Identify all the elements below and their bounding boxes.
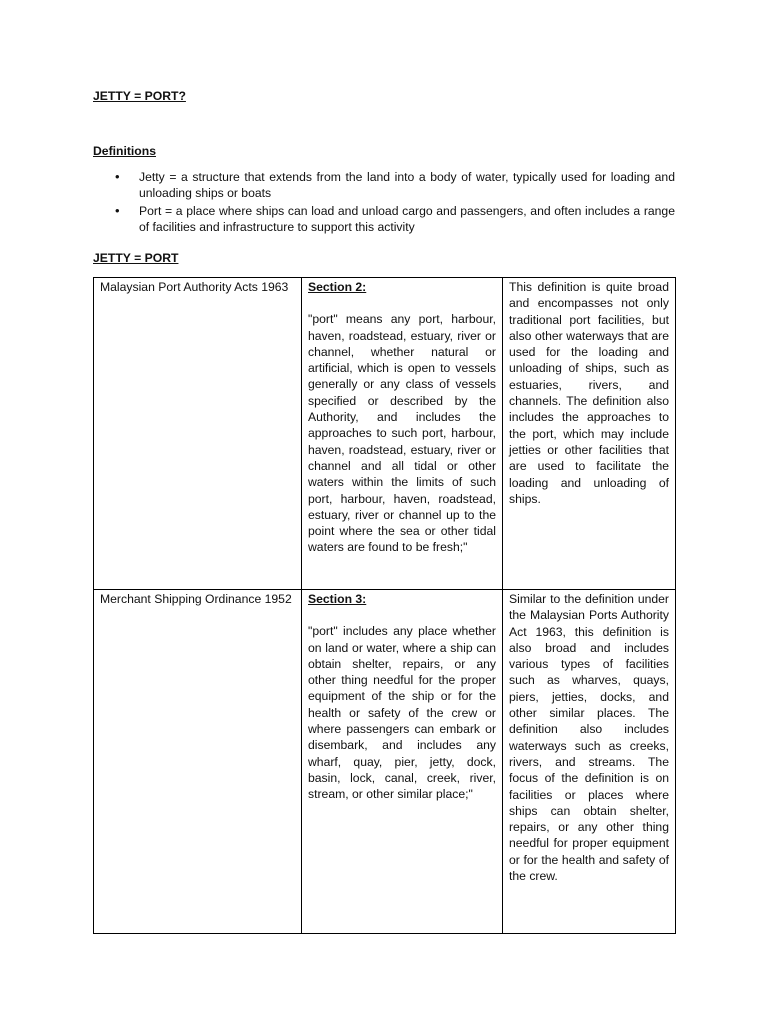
law-name: Merchant Shipping Ordinance 1952 bbox=[100, 592, 292, 606]
definitions-heading: Definitions bbox=[93, 144, 156, 158]
document-title: JETTY = PORT? bbox=[93, 89, 186, 103]
legislation-table bbox=[93, 277, 676, 934]
list-item bbox=[93, 169, 675, 202]
section-label: Section 3: bbox=[308, 592, 367, 606]
section-label: Section 2: bbox=[308, 280, 367, 294]
commentary-cell bbox=[503, 590, 676, 934]
law-cell bbox=[94, 278, 302, 590]
bullet-icon: • bbox=[115, 202, 120, 218]
law-name: Malaysian Port Authority Acts 1963 bbox=[100, 280, 289, 294]
provision-cell bbox=[302, 590, 503, 934]
commentary-text: This definition is quite broad and encompasses not only traditional port facilities, but also other waterways that are used for the loading and unloading of ships, such as estuaries, rivers, and channels. The definition also includes the approaches to the port, which may include jetties or other facilities that are used to facilitate the loading and unloading of ships. bbox=[509, 280, 669, 506]
table-row bbox=[94, 278, 676, 590]
provision-cell bbox=[302, 278, 503, 590]
definition-port: Port = a place where ships can load and unload cargo and passengers, and often includes a range of facilities and infrastructure to support this activity bbox=[139, 203, 675, 234]
provision-text: "port" includes any place whether on land or water, where a ship can obtain shelter, repairs, or any other thing needful for the proper equipment of the ship or for the health or safety of the crew or where passengers can embark or disembark, and includes any wharf, quay, pier, jetty, dock, basin, lock, canal, creek, river, stream, or other similar place;" bbox=[308, 624, 496, 802]
law-cell bbox=[94, 590, 302, 934]
comparison-heading: JETTY = PORT bbox=[93, 251, 179, 265]
commentary-cell bbox=[503, 278, 676, 590]
definition-jetty: Jetty = a structure that extends from the land into a body of water, typically used for loading and unloading ships or boats bbox=[139, 170, 675, 201]
definitions-list bbox=[93, 169, 675, 236]
provision-text: "port" means any port, harbour, haven, roadstead, estuary, river or channel, whether natural or artificial, which is open to vessels generally or any class of vessels specified or described by the Authority, and includes the approaches to such port, harbour, haven, roadstead, estuary, river or channel and all tidal or other waters within the limits of such port, harbour, haven, roadstead, estuary, river or channel up to the point where the sea or other tidal waters are found to be fresh;" bbox=[308, 312, 496, 555]
table-row bbox=[94, 590, 676, 934]
bullet-icon: • bbox=[115, 169, 120, 184]
commentary-text: Similar to the definition under the Malaysian Ports Authority Act 1963, this definition is also broad and includes various types of facilities such as wharves, quays, piers, jetties, docks, and other similar places. The definition also includes waterways such as creeks, rivers, and streams. The focus of the definition is on facilities or places where ships can obtain shelter, repairs, or any other thing needful for proper equipment or for the health and safety of the crew. bbox=[509, 592, 669, 884]
list-item bbox=[93, 203, 675, 236]
